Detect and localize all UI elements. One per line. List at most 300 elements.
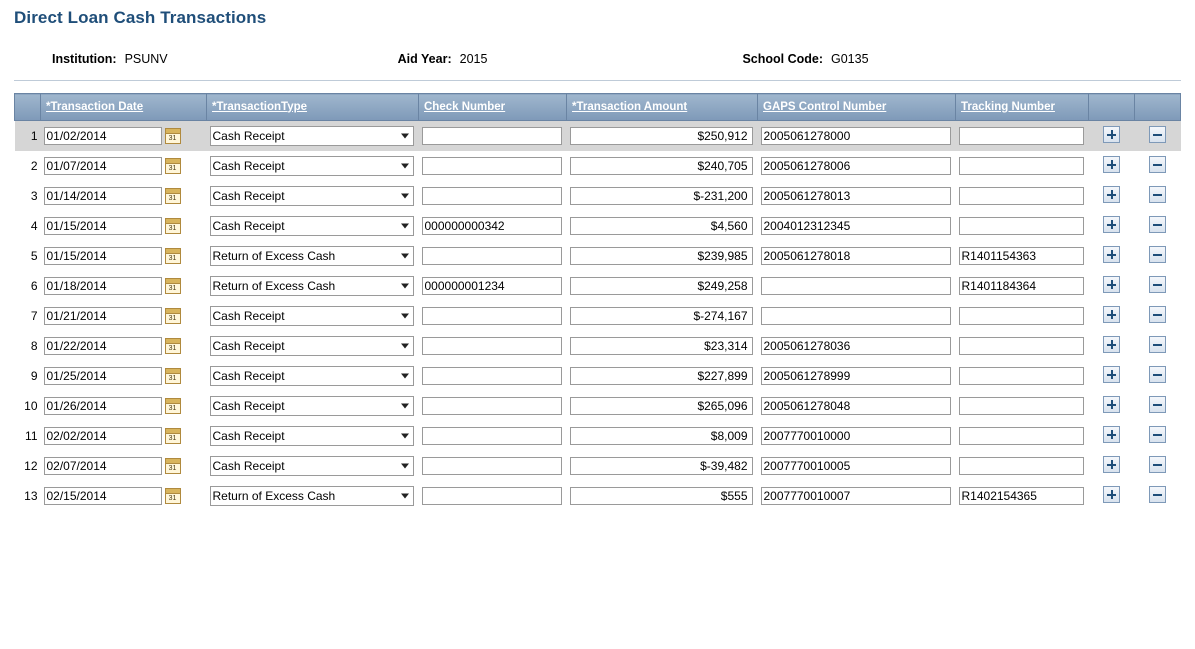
gaps-control-number-cell (758, 241, 956, 271)
tracking-number-cell (956, 301, 1089, 331)
delete-row-cell (1135, 421, 1181, 451)
aid-year-value: 2015 (459, 52, 488, 66)
calendar-icon-label: 31 (168, 255, 177, 262)
header-transaction-date[interactable] (41, 94, 207, 121)
page-title: Direct Loan Cash Transactions (14, 8, 267, 27)
transaction-amount-cell (567, 481, 758, 511)
transaction-type-select[interactable] (210, 186, 414, 206)
delete-row-button[interactable] (1149, 366, 1166, 383)
tracking-number-input[interactable] (959, 397, 1084, 415)
transaction-amount-cell (567, 151, 758, 181)
transaction-date-cell (41, 241, 207, 271)
transaction-date-input[interactable] (44, 397, 162, 415)
add-row-button[interactable] (1103, 366, 1120, 383)
calendar-icon[interactable] (165, 338, 181, 354)
add-row-cell (1089, 391, 1135, 421)
transaction-date-input[interactable] (44, 127, 162, 145)
row-number: 5 (30, 249, 38, 263)
add-row-cell (1089, 211, 1135, 241)
row-number: 13 (24, 489, 38, 503)
transaction-date-input[interactable] (44, 457, 162, 475)
transaction-type-select[interactable] (210, 306, 414, 326)
transaction-type-select-wrap (210, 306, 414, 326)
delete-row-button[interactable] (1149, 276, 1166, 293)
check-number-input[interactable] (422, 187, 562, 205)
transaction-amount-cell (567, 181, 758, 211)
delete-row-button[interactable] (1149, 396, 1166, 413)
gaps-control-number-cell (758, 271, 956, 301)
transaction-type-select[interactable] (210, 426, 414, 446)
tracking-number-cell (956, 241, 1089, 271)
row-number: 6 (30, 279, 38, 293)
transaction-amount-input[interactable] (570, 337, 753, 355)
delete-row-button[interactable] (1149, 336, 1166, 353)
delete-row-cell (1135, 331, 1181, 361)
calendar-icon-label: 31 (168, 375, 177, 382)
calendar-icon[interactable] (165, 218, 181, 234)
delete-row-cell (1135, 271, 1181, 301)
add-row-cell (1089, 331, 1135, 361)
calendar-icon-label: 31 (168, 315, 177, 322)
check-number-input[interactable] (422, 127, 562, 145)
gaps-control-number-input[interactable] (761, 307, 951, 325)
gaps-control-number-cell (758, 481, 956, 511)
transaction-type-cell (207, 481, 419, 511)
check-number-cell (419, 391, 567, 421)
row-number: 7 (30, 309, 38, 323)
calendar-icon[interactable] (165, 128, 181, 144)
delete-row-cell (1135, 211, 1181, 241)
add-row-cell (1089, 481, 1135, 511)
transaction-date-cell (41, 361, 207, 391)
transaction-date-cell (41, 121, 207, 152)
check-number-cell (419, 241, 567, 271)
transaction-type-cell (207, 451, 419, 481)
check-number-input[interactable] (422, 247, 562, 265)
check-number-input[interactable] (422, 277, 562, 295)
header-check-number-label[interactable]: Check Number (424, 100, 506, 113)
calendar-icon-label: 31 (168, 135, 177, 142)
transaction-amount-input[interactable] (570, 397, 753, 415)
transaction-type-select[interactable] (210, 276, 414, 296)
tracking-number-cell (956, 331, 1089, 361)
calendar-icon-label: 31 (168, 465, 177, 472)
transaction-date-input[interactable] (44, 487, 162, 505)
row-number: 1 (15, 121, 41, 152)
gaps-control-number-input[interactable] (761, 397, 951, 415)
transactions-table (14, 93, 1181, 511)
transaction-amount-input[interactable] (570, 247, 753, 265)
school-code-field (742, 52, 868, 66)
transaction-amount-cell (567, 211, 758, 241)
gaps-control-number-cell (758, 211, 956, 241)
row-number: 9 (30, 369, 38, 383)
transaction-amount-cell (567, 451, 758, 481)
school-code-label: School Code: (742, 52, 823, 66)
calendar-icon-label: 31 (168, 195, 177, 202)
transaction-type-select[interactable] (210, 366, 414, 386)
gaps-control-number-cell (758, 151, 956, 181)
check-number-input[interactable] (422, 457, 562, 475)
add-row-button[interactable] (1103, 246, 1120, 263)
transaction-type-cell (207, 121, 419, 152)
transaction-date-cell (41, 451, 207, 481)
gaps-control-number-input[interactable] (761, 157, 951, 175)
aid-year-field (398, 52, 488, 66)
tracking-number-cell (956, 151, 1089, 181)
tracking-number-input[interactable] (959, 307, 1084, 325)
transaction-type-cell (207, 181, 419, 211)
transactions-grid (14, 93, 1180, 511)
header-check-number[interactable] (419, 94, 567, 121)
header-gaps-control-number[interactable] (758, 94, 956, 121)
transaction-amount-cell (567, 301, 758, 331)
transaction-date-cell (41, 391, 207, 421)
transaction-type-cell (207, 241, 419, 271)
delete-row-button[interactable] (1149, 246, 1166, 263)
add-row-button[interactable] (1103, 216, 1120, 233)
transaction-amount-cell (567, 271, 758, 301)
add-row-button[interactable] (1103, 456, 1120, 473)
transaction-amount-input[interactable] (570, 157, 753, 175)
transaction-type-select-wrap (210, 156, 414, 176)
tracking-number-input[interactable] (959, 277, 1084, 295)
row-number: 10 (24, 399, 38, 413)
check-number-cell (419, 271, 567, 301)
table-row[interactable] (15, 361, 1181, 391)
delete-row-cell (1135, 181, 1181, 211)
gaps-control-number-input[interactable] (761, 277, 951, 295)
row-number: 8 (30, 339, 38, 353)
header-info-row (0, 52, 1195, 66)
header-delete-row (1135, 94, 1181, 121)
delete-row-button[interactable] (1149, 216, 1166, 233)
table-row[interactable] (15, 181, 1181, 211)
transaction-amount-cell (567, 241, 758, 271)
transaction-date-cell (41, 331, 207, 361)
transaction-type-select[interactable] (210, 246, 414, 266)
table-row[interactable] (15, 481, 1181, 511)
tracking-number-input[interactable] (959, 367, 1084, 385)
transaction-type-select[interactable] (210, 456, 414, 476)
calendar-icon[interactable] (165, 188, 181, 204)
delete-row-button[interactable] (1149, 156, 1166, 173)
check-number-input[interactable] (422, 367, 562, 385)
page-container (0, 8, 1195, 511)
gaps-control-number-cell (758, 331, 956, 361)
check-number-cell (419, 181, 567, 211)
calendar-icon[interactable] (165, 248, 181, 264)
add-row-cell (1089, 451, 1135, 481)
delete-row-cell (1135, 121, 1181, 152)
transaction-type-cell (207, 151, 419, 181)
table-body (15, 121, 1181, 512)
add-row-cell (1089, 361, 1135, 391)
delete-row-button[interactable] (1149, 426, 1166, 443)
transaction-date-cell (41, 271, 207, 301)
tracking-number-cell (956, 211, 1089, 241)
calendar-icon[interactable] (165, 488, 181, 504)
check-number-cell (419, 421, 567, 451)
gaps-control-number-input[interactable] (761, 337, 951, 355)
transaction-type-select[interactable] (210, 396, 414, 416)
calendar-icon-label: 31 (168, 435, 177, 442)
header-tracking-number-label[interactable]: Tracking Number (961, 100, 1055, 113)
transaction-type-select-wrap (210, 366, 414, 386)
tracking-number-cell (956, 361, 1089, 391)
transaction-type-cell (207, 421, 419, 451)
delete-row-button[interactable] (1149, 456, 1166, 473)
tracking-number-input[interactable] (959, 127, 1084, 145)
row-number-header (15, 94, 41, 121)
calendar-icon[interactable] (165, 158, 181, 174)
delete-row-button[interactable] (1149, 186, 1166, 203)
transaction-date-input[interactable] (44, 367, 162, 385)
transaction-date-input[interactable] (44, 427, 162, 445)
table-header-row (15, 94, 1181, 121)
tracking-number-cell (956, 451, 1089, 481)
institution-value: PSUNV (124, 52, 168, 66)
calendar-icon-label: 31 (168, 285, 177, 292)
check-number-input[interactable] (422, 397, 562, 415)
gaps-control-number-cell (758, 451, 956, 481)
transaction-type-cell (207, 271, 419, 301)
transaction-amount-input[interactable] (570, 487, 753, 505)
tracking-number-input[interactable] (959, 187, 1084, 205)
school-code-value: G0135 (831, 52, 869, 66)
transaction-type-cell (207, 301, 419, 331)
table-row[interactable] (15, 391, 1181, 421)
transaction-type-select-wrap (210, 276, 414, 296)
row-number: 3 (30, 189, 38, 203)
add-row-cell (1089, 241, 1135, 271)
calendar-icon-label: 31 (168, 225, 177, 232)
delete-row-cell (1135, 451, 1181, 481)
gaps-control-number-cell (758, 121, 956, 152)
header-add-row (1089, 94, 1135, 121)
add-row-button[interactable] (1103, 426, 1120, 443)
delete-row-cell (1135, 301, 1181, 331)
transaction-type-select[interactable] (210, 156, 414, 176)
check-number-input[interactable] (422, 427, 562, 445)
transaction-date-input[interactable] (44, 187, 162, 205)
add-row-button[interactable] (1103, 486, 1120, 503)
table-row[interactable] (15, 271, 1181, 301)
add-row-cell (1089, 271, 1135, 301)
table-row[interactable] (15, 121, 1181, 152)
institution-label: Institution: (52, 52, 117, 66)
delete-row-cell (1135, 151, 1181, 181)
transaction-date-cell (41, 211, 207, 241)
add-row-cell (1089, 151, 1135, 181)
transaction-date-cell (41, 151, 207, 181)
transaction-amount-input[interactable] (570, 427, 753, 445)
check-number-cell (419, 211, 567, 241)
tracking-number-input[interactable] (959, 157, 1084, 175)
check-number-input[interactable] (422, 157, 562, 175)
transaction-amount-input[interactable] (570, 307, 753, 325)
table-row[interactable] (15, 331, 1181, 361)
delete-row-cell (1135, 391, 1181, 421)
tracking-number-cell (956, 121, 1089, 152)
transaction-date-input[interactable] (44, 217, 162, 235)
transaction-date-input[interactable] (44, 157, 162, 175)
transaction-type-select[interactable] (210, 126, 414, 146)
check-number-input[interactable] (422, 217, 562, 235)
transaction-date-input[interactable] (44, 277, 162, 295)
add-row-cell (1089, 121, 1135, 152)
transaction-amount-input[interactable] (570, 457, 753, 475)
transaction-amount-cell (567, 361, 758, 391)
table-row[interactable] (15, 451, 1181, 481)
transaction-amount-input[interactable] (570, 367, 753, 385)
check-number-cell (419, 361, 567, 391)
tracking-number-input[interactable] (959, 337, 1084, 355)
gaps-control-number-input[interactable] (761, 487, 951, 505)
aid-year-label: Aid Year: (397, 52, 452, 66)
calendar-icon[interactable] (165, 428, 181, 444)
transaction-date-input[interactable] (44, 307, 162, 325)
header-divider (14, 80, 1181, 81)
transaction-type-cell (207, 361, 419, 391)
add-row-cell (1089, 421, 1135, 451)
add-row-cell (1089, 301, 1135, 331)
transaction-type-select-wrap (210, 396, 414, 416)
row-number: 11 (25, 429, 38, 443)
header-transaction-amount[interactable] (567, 94, 758, 121)
gaps-control-number-input[interactable] (761, 217, 951, 235)
row-number: 2 (30, 159, 38, 173)
institution-field (52, 52, 168, 66)
transaction-date-cell (41, 181, 207, 211)
check-number-cell (419, 151, 567, 181)
transaction-date-input[interactable] (44, 247, 162, 265)
transaction-date-cell (41, 481, 207, 511)
transaction-type-select-wrap (210, 216, 414, 236)
gaps-control-number-cell (758, 361, 956, 391)
tracking-number-cell (956, 181, 1089, 211)
table-row[interactable] (15, 301, 1181, 331)
transaction-type-select-wrap (210, 126, 414, 146)
transaction-amount-input[interactable] (570, 277, 753, 295)
gaps-control-number-cell (758, 301, 956, 331)
check-number-cell (419, 451, 567, 481)
header-tracking-number[interactable] (956, 94, 1089, 121)
transaction-date-cell (41, 301, 207, 331)
check-number-input[interactable] (422, 487, 562, 505)
transaction-type-select-wrap (210, 336, 414, 356)
delete-row-button[interactable] (1149, 126, 1166, 143)
transaction-type-cell (207, 331, 419, 361)
transaction-type-select-wrap (210, 246, 414, 266)
check-number-cell (419, 331, 567, 361)
gaps-control-number-input[interactable] (761, 427, 951, 445)
check-number-cell (419, 481, 567, 511)
tracking-number-input[interactable] (959, 487, 1084, 505)
calendar-icon-label: 31 (168, 495, 177, 502)
add-row-button[interactable] (1103, 156, 1120, 173)
delete-row-cell (1135, 481, 1181, 511)
calendar-icon[interactable] (165, 398, 181, 414)
transaction-type-select-wrap (210, 456, 414, 476)
table-row[interactable] (15, 211, 1181, 241)
tracking-number-cell (956, 421, 1089, 451)
gaps-control-number-input[interactable] (761, 247, 951, 265)
delete-row-button[interactable] (1149, 306, 1166, 323)
delete-row-cell (1135, 361, 1181, 391)
transaction-type-cell (207, 211, 419, 241)
check-number-input[interactable] (422, 337, 562, 355)
gaps-control-number-cell (758, 181, 956, 211)
transaction-amount-input[interactable] (570, 217, 753, 235)
header-transaction-type[interactable] (207, 94, 419, 121)
header-gaps-control-number-label[interactable]: GAPS Control Number (763, 100, 887, 113)
gaps-control-number-cell (758, 421, 956, 451)
tracking-number-cell (956, 271, 1089, 301)
transaction-date-input[interactable] (44, 337, 162, 355)
transaction-type-select[interactable] (210, 216, 414, 236)
add-row-button[interactable] (1103, 276, 1120, 293)
transaction-amount-input[interactable] (570, 187, 753, 205)
transaction-amount-input[interactable] (570, 127, 753, 145)
header-transaction-type-label[interactable]: *TransactionType (212, 100, 308, 113)
header-transaction-date-label[interactable]: *Transaction Date (46, 100, 144, 113)
calendar-icon-label: 31 (168, 345, 177, 352)
calendar-icon[interactable] (165, 308, 181, 324)
transaction-type-select-wrap (210, 186, 414, 206)
check-number-input[interactable] (422, 307, 562, 325)
transaction-amount-cell (567, 121, 758, 152)
calendar-icon[interactable] (165, 278, 181, 294)
add-row-button[interactable] (1103, 126, 1120, 143)
add-row-button[interactable] (1103, 186, 1120, 203)
tracking-number-input[interactable] (959, 427, 1084, 445)
transaction-type-cell (207, 391, 419, 421)
gaps-control-number-input[interactable] (761, 187, 951, 205)
gaps-control-number-input[interactable] (761, 127, 951, 145)
tracking-number-cell (956, 391, 1089, 421)
tracking-number-input[interactable] (959, 457, 1084, 475)
header-transaction-amount-label[interactable]: *Transaction Amount (572, 100, 688, 113)
add-row-button[interactable] (1103, 336, 1120, 353)
calendar-icon[interactable] (165, 458, 181, 474)
table-row[interactable] (15, 241, 1181, 271)
row-number: 12 (24, 459, 38, 473)
row-number: 4 (30, 219, 38, 233)
add-row-cell (1089, 181, 1135, 211)
table-row[interactable] (15, 421, 1181, 451)
tracking-number-cell (956, 481, 1089, 511)
transaction-type-select[interactable] (210, 486, 414, 506)
calendar-icon[interactable] (165, 368, 181, 384)
table-row[interactable] (15, 151, 1181, 181)
transaction-amount-cell (567, 391, 758, 421)
transaction-amount-cell (567, 421, 758, 451)
delete-row-cell (1135, 241, 1181, 271)
gaps-control-number-input[interactable] (761, 367, 951, 385)
calendar-icon-label: 31 (168, 405, 177, 412)
add-row-button[interactable] (1103, 396, 1120, 413)
transaction-type-select-wrap (210, 426, 414, 446)
transaction-amount-cell (567, 331, 758, 361)
tracking-number-input[interactable] (959, 217, 1084, 235)
transaction-type-select[interactable] (210, 336, 414, 356)
tracking-number-input[interactable] (959, 247, 1084, 265)
gaps-control-number-input[interactable] (761, 457, 951, 475)
add-row-button[interactable] (1103, 306, 1120, 323)
delete-row-button[interactable] (1149, 486, 1166, 503)
transaction-date-cell (41, 421, 207, 451)
